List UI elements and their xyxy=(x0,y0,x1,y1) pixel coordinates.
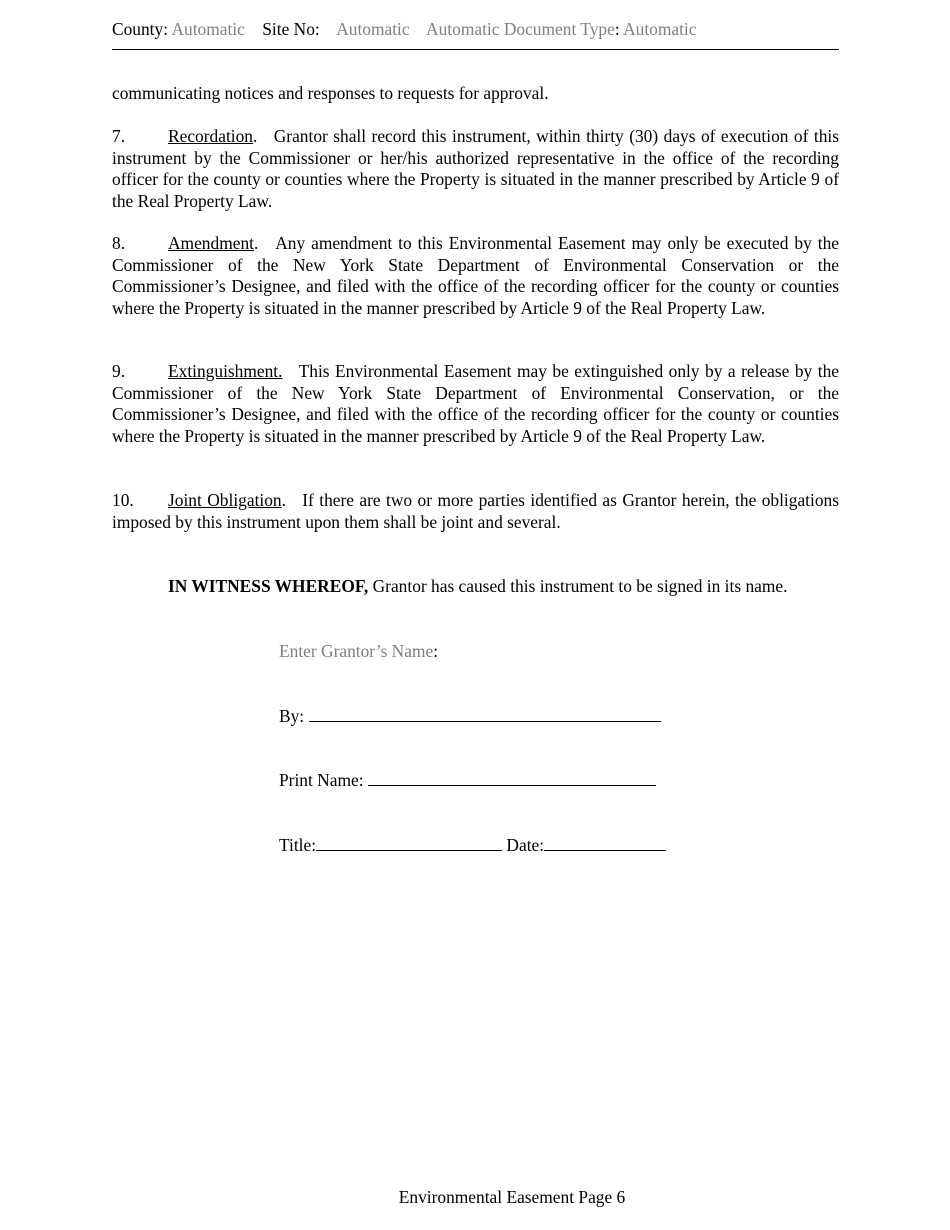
by-label: By: xyxy=(279,706,305,726)
title-date-row xyxy=(279,833,666,856)
doc-type-prefix[interactable]: Automatic xyxy=(426,19,500,39)
section-text: This Environmental Easement may be extinguished only by a release by the Commissioner of the New York State Department of Environmental Conservation, or the Commissioner’s Designee, and filed with the office of the recording officer for the county or counties where the Property is situated in the manner prescribed by Article 9 of the Real Property Law. xyxy=(112,361,839,446)
by-signature-line[interactable] xyxy=(309,704,661,722)
date-line[interactable] xyxy=(544,833,666,851)
section-text: Grantor shall record this instrument, within thirty (30) days of execution of this instrument by the Commissioner or her/his authorized representative in the office of the recording officer for the county or counties where the Property is situated in the manner prescribed by Article 9 of the Real Property Law. xyxy=(112,126,839,211)
witness-clause xyxy=(168,575,787,597)
grantor-name-field[interactable]: Enter Grantor’s Name xyxy=(279,641,434,661)
document-header xyxy=(112,17,839,41)
section-text: If there are two or more parties identified as Grantor herein, the obligations imposed by this instrument upon them shall be joint and several. xyxy=(112,490,839,532)
section-9 xyxy=(112,361,839,447)
section-8: 8. Amendment. Any amendment to this Environmental Easement may only be executed by the Commissioner of the New York State Department of Environmental Conservation or the Commissioner’s Designee, and filed with the office of the recording officer for the county or counties where the Property is situated in the manner prescribed by Article 9 of the Real Property Law. xyxy=(112,233,839,318)
title-line[interactable] xyxy=(316,833,502,851)
grantor-name-row: Enter Grantor’s Name: xyxy=(279,641,439,661)
site-label: Site No: xyxy=(262,19,320,39)
page-footer: Environmental Easement Page 6 xyxy=(398,1187,626,1207)
section-title: Joint Obligation xyxy=(168,490,282,510)
section-text: Any amendment to this Environmental Easement may only be executed by the Commissioner of the New York State Department of Environmental Conservation or the Commissioner’s Designee, and filed with the office of the recording officer for the county or counties where the Property is situated in the manner prescribed by Article 9 of the Real Property Law. xyxy=(112,233,839,318)
site-field[interactable]: Automatic xyxy=(336,19,410,39)
print-name-line[interactable] xyxy=(368,768,656,786)
section-number: 8. xyxy=(112,233,126,253)
doc-type-colon: : xyxy=(614,19,620,39)
title-label: Title: xyxy=(279,835,317,855)
header-divider xyxy=(112,49,839,50)
by-row xyxy=(279,704,661,727)
witness-heading: IN WITNESS WHEREOF, xyxy=(168,576,369,596)
continued-paragraph: communicating notices and responses to requests for approval. xyxy=(112,83,549,103)
print-name-row xyxy=(279,768,656,791)
section-title: Extinguishment. xyxy=(168,361,283,381)
section-title: Recordation xyxy=(168,126,253,146)
section-number: 10. xyxy=(112,490,134,510)
section-number: 9. xyxy=(112,361,126,381)
section-number: 7. xyxy=(112,126,126,146)
county-label: County: xyxy=(112,19,169,39)
section-title: Amendment xyxy=(168,233,254,253)
print-name-label: Print Name: xyxy=(279,770,364,790)
county-field[interactable]: Automatic xyxy=(171,19,245,39)
section-7: 7. Recordation. Grantor shall record this instrument, within thirty (30) days of execution of this instrument by the Commissioner or her/his authorized representative in the office of the recording officer for the county or counties where the Property is situated in the manner prescribed by Article 9 of the Real Property Law. xyxy=(112,126,839,211)
witness-text: Grantor has caused this instrument to be signed in its name. xyxy=(372,576,788,596)
section-10: 10. Joint Obligation. If there are two or more parties identified as Grantor herein, the obligations imposed by this instrument upon them shall be joint and several. xyxy=(112,490,839,532)
doc-type-field[interactable]: Automatic xyxy=(623,19,697,39)
doc-type-label: Document Type xyxy=(503,19,615,39)
date-label: Date: xyxy=(506,835,545,855)
